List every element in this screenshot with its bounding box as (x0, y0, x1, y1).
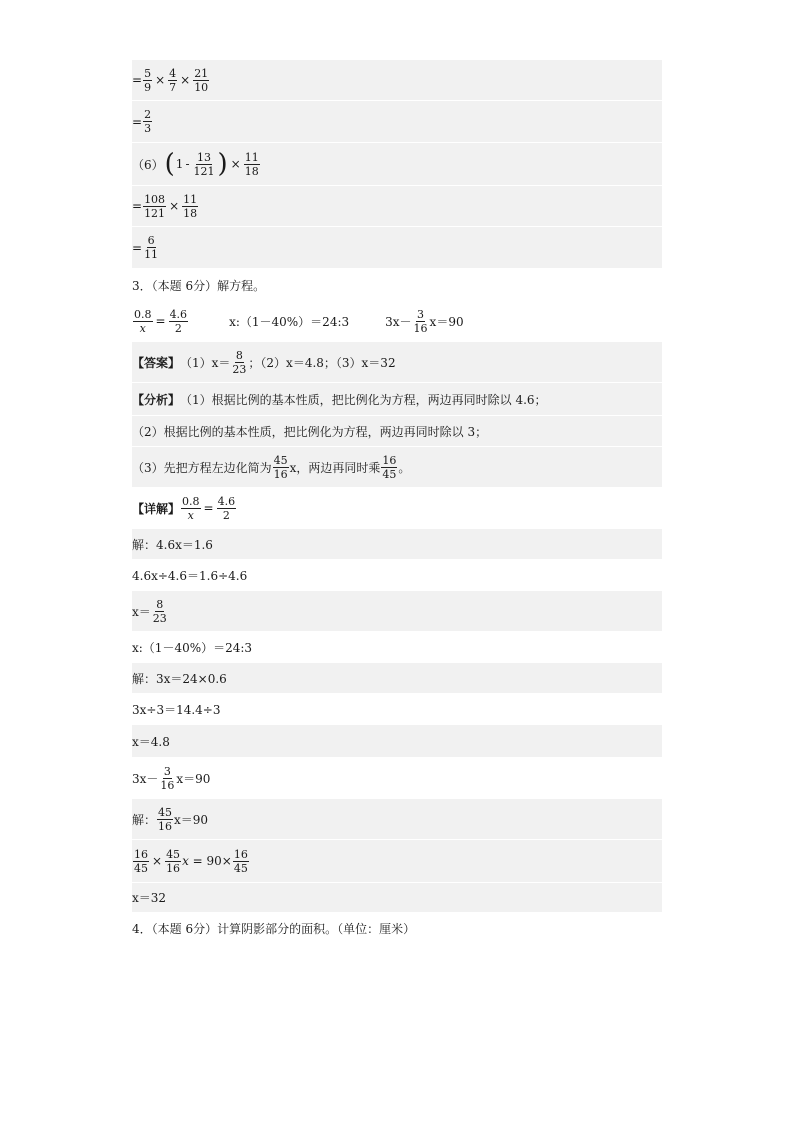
fraction: $\frac{0.8}{x}$ (182, 494, 200, 522)
question-title: 4．（本题 6分）计算阴影部分的面积。（单位：厘米） (132, 921, 416, 936)
question-4-heading (132, 916, 662, 940)
step-text: 3x÷3＝14.4÷3 (132, 702, 221, 717)
calc-line-5 (132, 227, 662, 268)
calc-line-4 (132, 186, 662, 226)
fraction: $\frac{8}{23}$ (152, 597, 167, 625)
step-line (132, 758, 662, 798)
times-sign: × (169, 199, 180, 213)
step-text: x＝90 (176, 771, 211, 786)
step-line (132, 632, 662, 662)
variable-x: x (182, 854, 189, 868)
fraction: $\frac{3}{16}$ (413, 307, 428, 335)
fraction: $\frac{4.6}{2}$ (217, 494, 236, 522)
analysis-text: （3）先把方程左边化简为 (132, 460, 272, 475)
fraction: $\frac{13}{121}$ (193, 150, 215, 178)
answer-text: ；（2）x＝4.8；（3）x＝32 (248, 355, 396, 370)
step-line (132, 591, 662, 631)
fraction: $\frac{16}{45}$ (134, 847, 148, 875)
step-text: x＝ (132, 604, 151, 619)
fraction: $\frac{4}{7}$ (169, 66, 177, 94)
step-line (132, 883, 662, 912)
fraction: $\frac{45}{16}$ (166, 847, 181, 875)
fraction: $\frac{2}{3}$ (144, 108, 152, 135)
fraction: $\frac{45}{16}$ (273, 453, 288, 481)
minus-sign: - (185, 157, 190, 171)
calc-line-1 (132, 60, 662, 100)
equals-sign: = (132, 73, 143, 87)
fraction: $\frac{108}{121}$ (144, 192, 166, 220)
equals-sign: = (203, 501, 214, 515)
left-paren: ( (164, 149, 175, 179)
step-line (132, 694, 662, 724)
item-label: （6） (132, 157, 164, 172)
analysis-text: 。 (398, 460, 411, 475)
fraction: $\frac{8}{23}$ (232, 348, 247, 376)
equation-2: x:（1－40%）＝24:3 (229, 314, 350, 329)
answer-tag: 【答案】 (132, 355, 181, 370)
fraction: $\frac{16}{45}$ (233, 847, 248, 875)
equation-3-prefix: 3x－ (385, 314, 412, 329)
step-text: 解：3x＝24×0.6 (132, 671, 227, 686)
fraction: $\frac{21}{10}$ (194, 66, 209, 94)
step-text: 4.6x÷4.6＝1.6÷4.6 (132, 568, 248, 583)
detail-tag: 【详解】 (132, 501, 181, 516)
right-paren: ) (217, 149, 228, 179)
number: 1 (175, 157, 184, 171)
calc-line-3 (132, 143, 662, 185)
fraction: $\frac{5}{9}$ (144, 66, 152, 94)
step-line (132, 799, 662, 839)
analysis-line-2 (132, 416, 662, 446)
analysis-text: x，两边再同时乘 (289, 460, 381, 475)
equals-sign: = (132, 240, 143, 255)
step-line (132, 840, 662, 882)
fraction: $\frac{3}{16}$ (160, 764, 175, 792)
step-text: x:（1－40%）＝24:3 (132, 640, 253, 655)
analysis-line-1 (132, 383, 662, 415)
times-sign: × (152, 854, 163, 868)
fraction: $\frac{0.8}{x}$ (134, 307, 152, 335)
detail-line (132, 488, 662, 528)
fraction: $\frac{6}{11}$ (144, 234, 159, 261)
times-sign: × (230, 157, 241, 171)
step-line (132, 663, 662, 693)
times-sign: × (180, 73, 191, 87)
step-line (132, 529, 662, 559)
fraction: $\frac{16}{45}$ (382, 453, 397, 481)
equals-sign: = (132, 199, 143, 213)
analysis-text: （2）根据比例的基本性质，把比例化为方程，两边再同时除以 3； (132, 424, 488, 439)
answer-line (132, 342, 662, 382)
step-text: x＝32 (132, 891, 167, 905)
equals-sign: = (155, 314, 166, 328)
step-line (132, 560, 662, 590)
times-sign: × (155, 73, 166, 87)
analysis-line-3 (132, 447, 662, 487)
fraction: $\frac{45}{16}$ (158, 805, 173, 833)
step-text: 解： (132, 812, 157, 827)
question-title: 3．（本题 6分）解方程。 (132, 278, 266, 293)
calc-line-2 (132, 101, 662, 142)
step-text: 解：4.6x＝1.6 (132, 537, 213, 552)
step-text: x＝4.8 (132, 734, 170, 749)
fraction: $\frac{4.6}{2}$ (169, 307, 188, 335)
question-3-heading (132, 273, 662, 297)
analysis-tag: 【分析】 (132, 392, 181, 407)
analysis-text: （1）根据比例的基本性质，把比例化为方程，两边再同时除以 4.6； (180, 392, 547, 407)
step-line (132, 725, 662, 757)
step-text: 3x－ (132, 771, 159, 786)
step-text: = 90× (188, 854, 232, 868)
fraction: $\frac{11}{18}$ (183, 192, 198, 220)
equals-sign: = (132, 114, 143, 129)
step-text: x＝90 (174, 812, 209, 827)
fraction: $\frac{11}{18}$ (244, 150, 259, 178)
equation-3-suffix: x＝90 (429, 314, 464, 329)
question-3-equations (132, 301, 662, 341)
answer-text: （1）x＝ (180, 355, 231, 370)
